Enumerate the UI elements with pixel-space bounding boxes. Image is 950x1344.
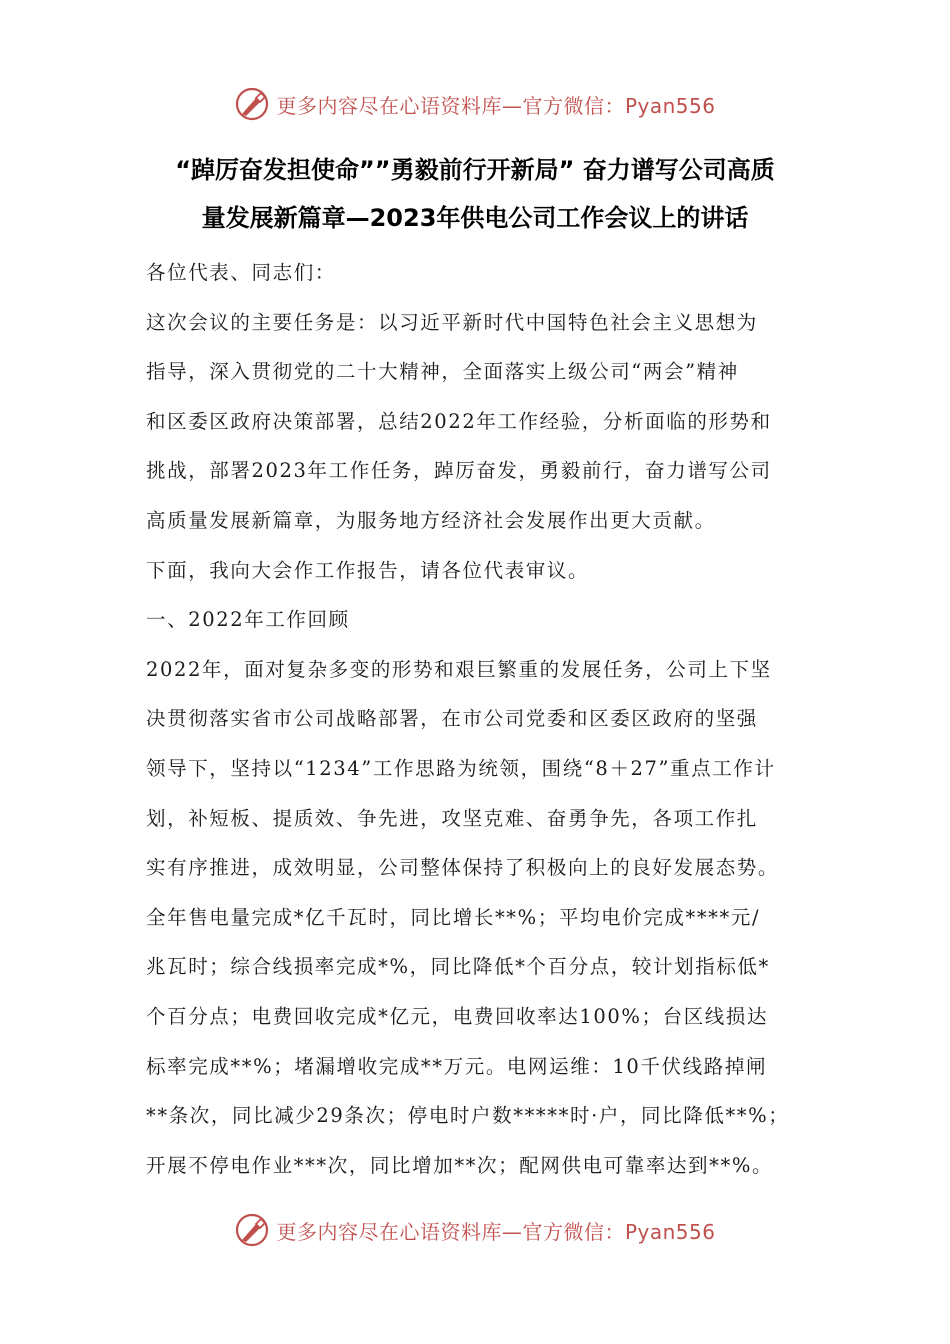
body-line: 指导，深入贯彻党的二十大精神，全面落实上级公司“两会”精神 — [146, 360, 739, 384]
pen-nib-icon — [234, 1212, 270, 1248]
body-line: 下面，我向大会作工作报告，请各位代表审议。 — [146, 558, 590, 582]
body-line: 这次会议的主要任务是：以习近平新时代中国特色社会主义思想为 — [146, 310, 758, 334]
document-title — [120, 146, 830, 242]
watermark-text: 更多内容尽在心语资料库—官方微信：Pyan556 — [276, 1219, 716, 1244]
body-line: 和区委区政府决策部署，总结2022年工作经验，分析面临的形势和 — [146, 409, 772, 433]
body-line: 领导下，坚持以“1234”工作思路为统领，围绕“8＋27”重点工作计 — [146, 756, 776, 780]
header-watermark — [0, 84, 950, 124]
pen-nib-icon — [234, 86, 270, 122]
body-line: 2022年，面对复杂多变的形势和艰巨繁重的发展任务，公司上下坚 — [146, 657, 772, 681]
section-heading: 一、2022年工作回顾 — [146, 608, 350, 632]
body-line: 决贯彻落实省市公司战略部署，在市公司党委和区委区政府的坚强 — [146, 707, 758, 731]
body-line: **条次，同比减少29条次；停电时户数*****时·户，同比降低**%； — [146, 1104, 790, 1128]
footer-watermark — [0, 1210, 950, 1250]
document-body — [146, 248, 822, 1190]
body-line: 各位代表、同志们： — [146, 261, 336, 284]
body-line: 划，补短板、提质效、争先进，攻坚克难、奋勇争先，各项工作扎 — [146, 806, 758, 830]
body-line: 个百分点；电费回收完成*亿元，电费回收率达100%；台区线损达 — [146, 1004, 769, 1028]
body-line: 开展不停电作业***次，同比增加**次；配网供电可靠率达到**%。 — [146, 1153, 774, 1177]
body-line: 标率完成**%；堵漏增收完成**万元。电网运维：10千伏线路掉闸 — [146, 1054, 768, 1078]
title-line-1: “踔厉奋发担使命””勇毅前行开新局” 奋力谱写公司高质 — [175, 156, 775, 184]
body-line: 兆瓦时；综合线损率完成*%，同比降低*个百分点，较计划指标低* — [146, 955, 770, 979]
title-line-2: 量发展新篇章—2023年供电公司工作会议上的讲话 — [201, 204, 749, 232]
body-line: 全年售电量完成*亿千瓦时，同比增长**%；平均电价完成****元/ — [146, 905, 761, 929]
body-line: 实有序推进，成效明显，公司整体保持了积极向上的良好发展态势。 — [146, 856, 780, 880]
body-line: 高质量发展新篇章，为服务地方经济社会发展作出更大贡献。 — [146, 508, 716, 532]
body-line: 挑战，部署2023年工作任务，踔厉奋发，勇毅前行，奋力谱写公司 — [146, 459, 772, 483]
watermark-text: 更多内容尽在心语资料库—官方微信：Pyan556 — [276, 93, 716, 118]
